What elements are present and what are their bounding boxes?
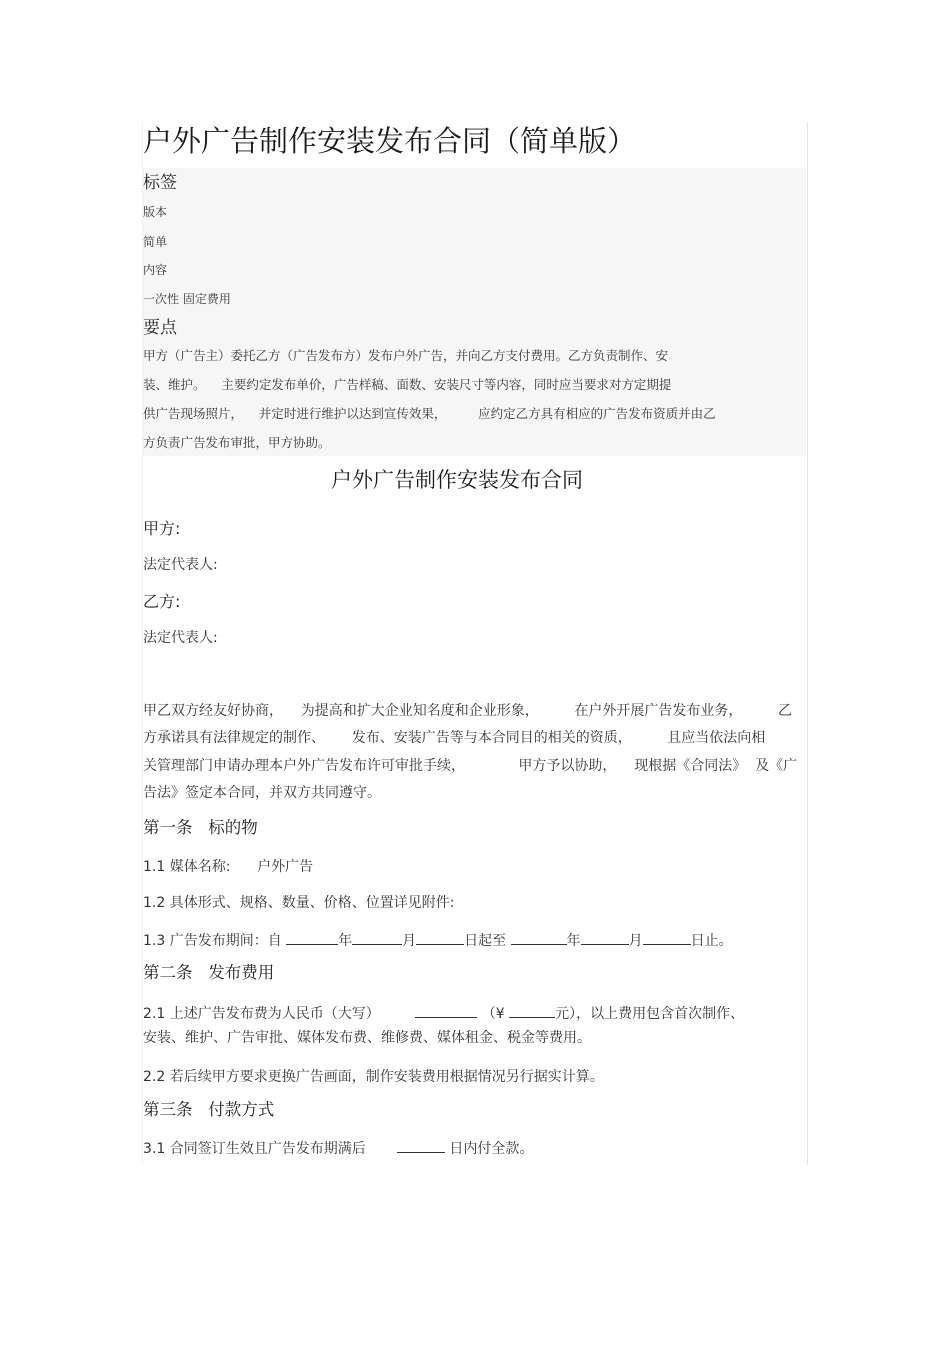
version-label: 版本 [143, 205, 168, 219]
day-start-label: 日起至 [464, 933, 507, 949]
clause-1-2: 1.2 具体形式、规格、数量、价格、位置详见附件: [143, 895, 455, 911]
clause-2-2: 2.2 若后续甲方要求更换广告画面，制作安装费用根据情况另行据实计算。 [143, 1069, 604, 1085]
intro-line: 告法》签定本合同，并双方共同遵守。 [143, 785, 381, 801]
blank-field[interactable] [416, 930, 464, 945]
points-heading: 要点 [143, 318, 177, 338]
blank-field[interactable] [511, 930, 567, 945]
version-value: 简单 [143, 235, 168, 249]
party-a-label: 甲方: [143, 519, 181, 538]
clause-2-1-line-2: 安装、维护、广告审批、媒体发布费、维修费、媒体租金、税金等费用。 [143, 1030, 591, 1046]
party-b-label: 乙方: [143, 592, 181, 611]
clause-1-1: 1.1 媒体名称: 户外广告 [143, 859, 314, 875]
clause-3-1-text: 3.1 合同签订生效且广告发布期满后 [143, 1141, 366, 1157]
month-label: 月 [402, 933, 417, 949]
summary-line: 甲方（广告主）委托乙方（广告发布方）发布户外广告，并向乙方支付费用。乙方负责制作、安 [143, 348, 669, 363]
clause-2-1 [143, 1003, 744, 1024]
clause-1-3 [143, 930, 733, 951]
intro-line: 关管理部门申请办理本户外广告发布许可审批手续， 甲方予以协助， 现根据《合同法》 及《广 [143, 758, 798, 774]
year-label: 年 [566, 933, 581, 949]
intro-line: 甲乙双方经友好协商， 为提高和扩大企业知名度和企业形象， 在户外开展广告发布业务， 乙 [143, 703, 793, 719]
clause-2-1-text: 2.1 上述广告发布费为人民币（大写） [143, 1006, 380, 1022]
blank-field[interactable] [581, 930, 629, 945]
intro-line: 方承诺具有法律规定的制作、 发布、安装广告等与本合同目的相关的资质， 且应当依法向相 [143, 730, 766, 746]
month-label: 月 [628, 933, 643, 949]
article-1-heading: 第一条 标的物 [143, 818, 258, 837]
summary-line: 装、维护。 主要约定发布单价，广告样稿、面数、安装尺寸等内容，同时应当要求对方定期提 [143, 377, 672, 392]
year-label: 年 [338, 933, 353, 949]
blank-field[interactable] [509, 1003, 555, 1018]
content-values: 一次性 固定费用 [143, 292, 231, 306]
blank-field[interactable] [415, 1003, 477, 1018]
party-b-representative: 法定代表人: [143, 630, 218, 646]
clause-3-1 [143, 1138, 533, 1159]
clause-3-1-text-end: 日内付全款。 [449, 1141, 534, 1157]
tags-heading: 标签 [143, 173, 177, 193]
summary-line: 方负责广告发布审批，甲方协助。 [143, 435, 331, 450]
article-3-heading: 第三条 付款方式 [143, 1100, 275, 1119]
day-end-label: 日止。 [690, 933, 733, 949]
blank-field[interactable] [286, 930, 338, 945]
clause-1-3-text: 1.3 广告发布期间：自 [143, 933, 282, 949]
blank-field[interactable] [397, 1138, 445, 1153]
contract-title: 户外广告制作安装发布合同 [331, 468, 583, 492]
article-2-heading: 第二条 发布费用 [143, 963, 275, 982]
rmb-symbol: （¥ [481, 1006, 505, 1022]
summary-line: 供广告现场照片， 并定时进行维护以达到宣传效果， 应约定乙方具有相应的广告发布资质并由乙 [143, 406, 716, 421]
blank-field[interactable] [643, 930, 691, 945]
document-title: 户外广告制作安装发布合同（简单版） [143, 124, 637, 158]
blank-field[interactable] [352, 930, 402, 945]
clause-2-1-text-end: 元），以上费用包含首次制作、 [555, 1006, 745, 1022]
content-label: 内容 [143, 263, 168, 277]
party-a-representative: 法定代表人: [143, 557, 218, 573]
